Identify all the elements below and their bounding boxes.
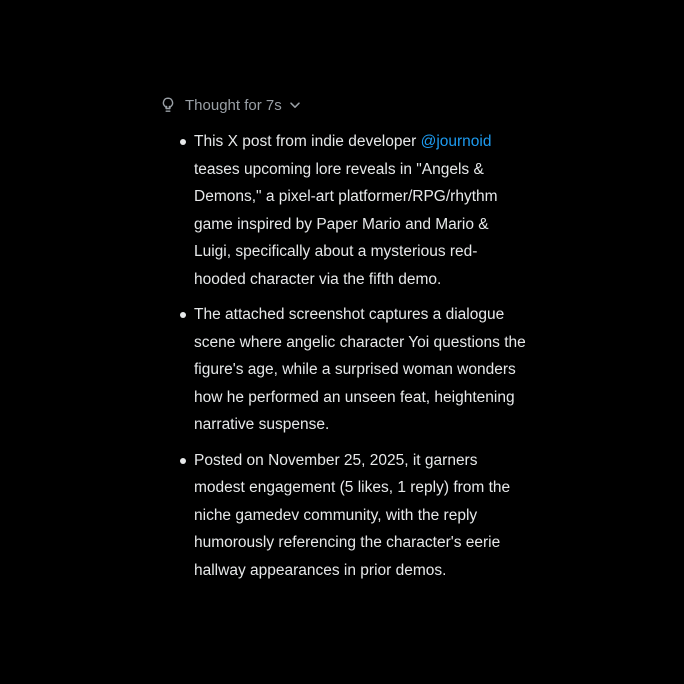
list-item — [178, 128, 528, 293]
bullet-text: This X post from indie developer — [194, 133, 421, 150]
lightbulb-icon — [159, 96, 177, 114]
list-item — [178, 447, 528, 585]
list-item — [178, 301, 528, 439]
chevron-down-icon — [288, 98, 302, 112]
thought-toggle[interactable] — [159, 94, 302, 116]
thought-label: Thought for 7s — [185, 96, 282, 114]
bullet-dot — [180, 458, 186, 464]
bullet-text: teases upcoming lore reveals in "Angels & Demons," a pixel-art platformer/RPG/rhythm game inspired by Paper Mario and Mario & Luigi, specifically about a mysterious red-hooded character via the fifth demo. — [194, 160, 498, 288]
bullet-text: Posted on November 25, 2025, it garners modest engagement (5 likes, 1 reply) from the niche gamedev community, with the reply humorously referencing the character's eerie hallway appearances in prior demos. — [194, 451, 511, 579]
summary-list — [178, 128, 528, 592]
bullet-text: The attached screenshot captures a dialogue scene where angelic character Yoi questions the figure's age, while a surprised woman wonders how he performed an unseen feat, heightening narrative suspense. — [194, 306, 526, 433]
bullet-dot — [180, 139, 186, 145]
bullet-dot — [180, 312, 186, 318]
mention-link[interactable]: @journoid — [420, 133, 492, 150]
